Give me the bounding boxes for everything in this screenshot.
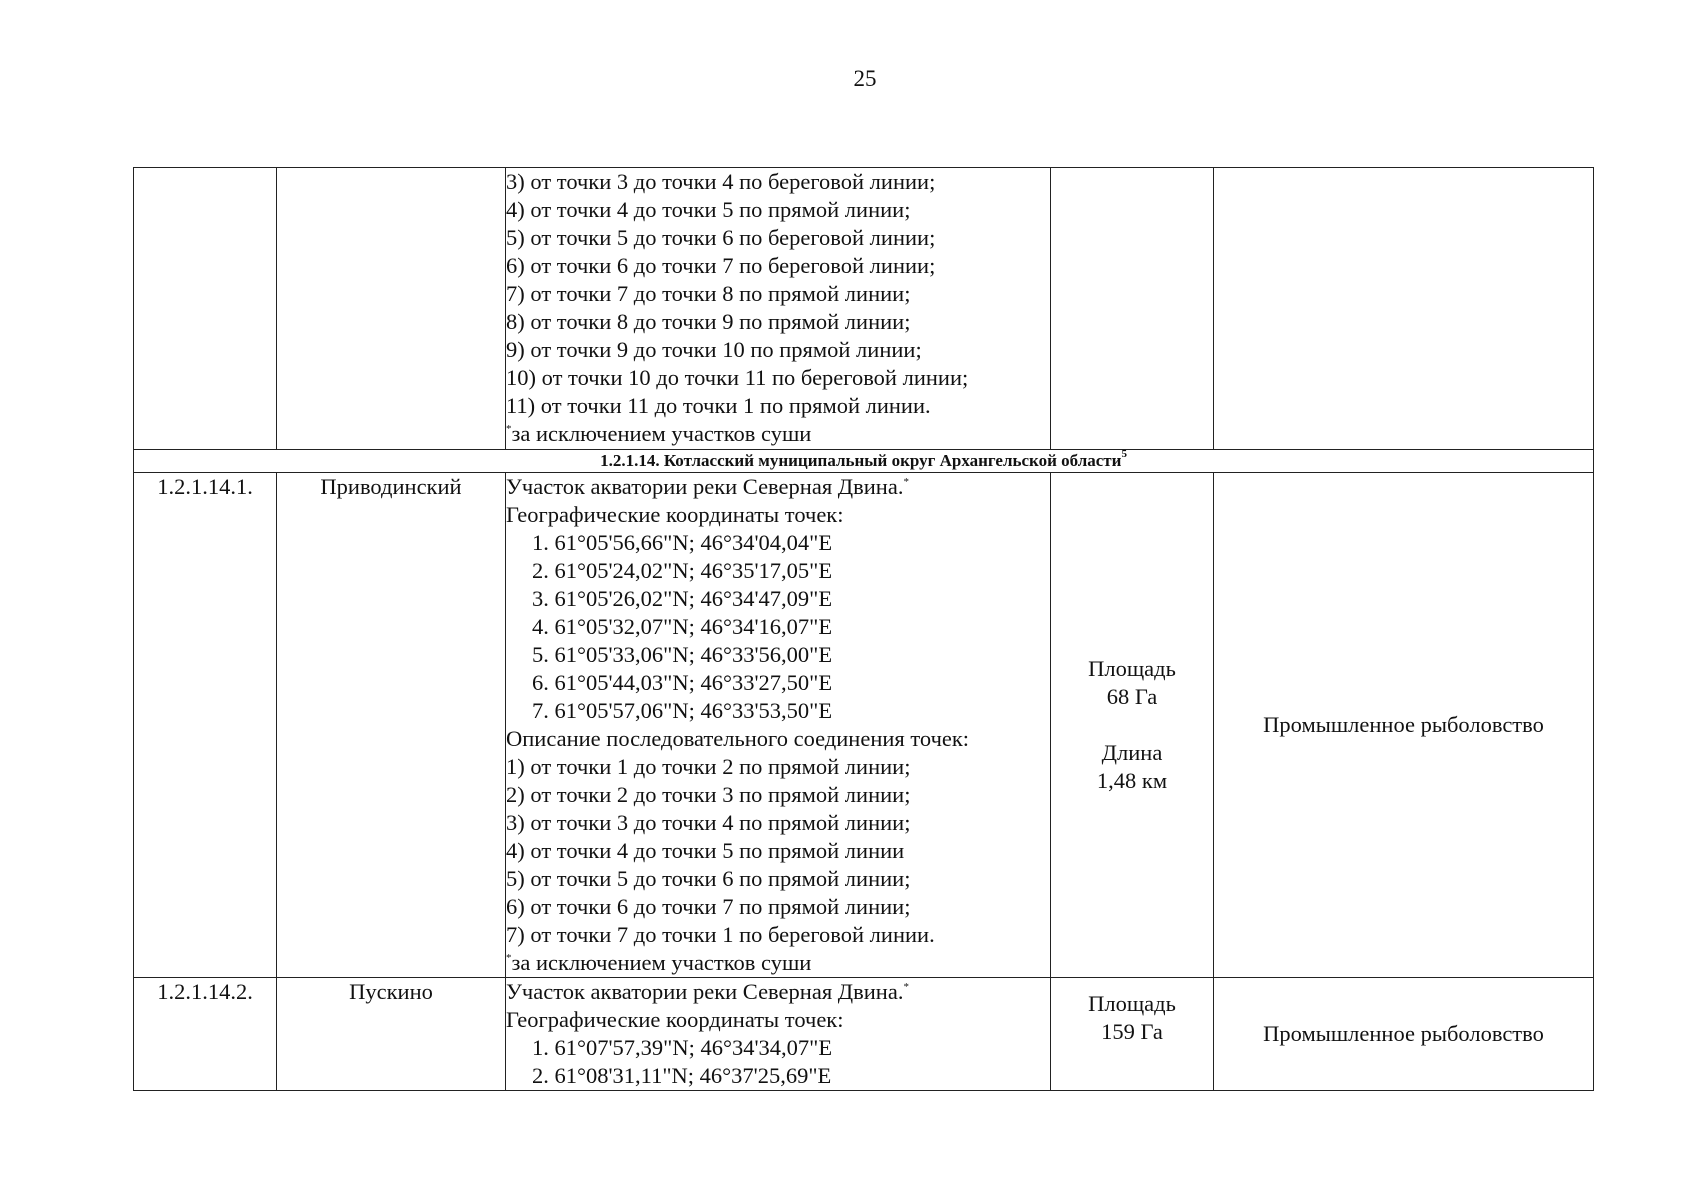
coordinate-item: 2. 61°08'31,11"N; 46°37'25,69"E xyxy=(532,1063,832,1088)
coords-header: Географические координаты точек: xyxy=(506,1007,844,1032)
footnote-mark: * xyxy=(506,952,512,964)
table-row-continued xyxy=(134,168,1594,450)
length-value: 1,48 км xyxy=(1096,768,1168,793)
section-title-text: 1.2.1.14. Котласский муниципальный округ Архангельской области xyxy=(600,451,1122,470)
intro-text: Участок акватории реки Северная Двина. xyxy=(506,979,904,1004)
description-cell xyxy=(506,978,1051,1091)
area-cell xyxy=(1051,978,1214,1091)
footnote-text: за исключением участков суши xyxy=(511,950,812,975)
connection-line: 1) от точки 1 до точки 2 по прямой линии; xyxy=(506,754,911,779)
connection-line: 6) от точки 6 до точки 7 по береговой линии; xyxy=(506,253,936,278)
table-row xyxy=(134,978,1594,1091)
coordinate-item: 1. 61°05'56,66"N; 46°34'04,04"E xyxy=(532,530,833,555)
intro-line xyxy=(506,473,1050,501)
coordinate-item: 1. 61°07'57,39"N; 46°34'34,07"E xyxy=(532,1035,833,1060)
connection-line: 3) от точки 3 до точки 4 по береговой линии; xyxy=(506,169,936,194)
area-value: 159 Га xyxy=(1101,1019,1163,1044)
connection-line: 4) от точки 4 до точки 5 по прямой линии xyxy=(506,838,905,863)
number-cell: 1.2.1.14.2. xyxy=(134,978,277,1091)
coordinate-item: 6. 61°05'44,03"N; 46°33'27,50"E xyxy=(532,670,833,695)
description-cell xyxy=(506,473,1051,978)
footnote-line xyxy=(506,420,1050,448)
connection-line: 5) от точки 5 до точки 6 по береговой линии; xyxy=(506,225,936,250)
name-cell: Приводинский xyxy=(277,473,506,978)
description-cell xyxy=(506,168,1051,450)
section-title xyxy=(134,450,1594,473)
connection-line: 9) от точки 9 до точки 10 по прямой линии; xyxy=(506,337,922,362)
footnote-mark: * xyxy=(506,423,512,435)
use-cell: Промышленное рыболовство xyxy=(1214,473,1594,978)
connection-line: 6) от точки 6 до точки 7 по прямой линии; xyxy=(506,894,911,919)
table-row xyxy=(134,473,1594,978)
intro-mark: * xyxy=(903,476,909,488)
number-cell xyxy=(134,168,277,450)
connection-line: 2) от точки 2 до точки 3 по прямой линии; xyxy=(506,782,911,807)
section-header-row xyxy=(134,450,1594,473)
footnote-line xyxy=(506,949,1050,977)
connection-line: 8) от точки 8 до точки 9 по прямой линии; xyxy=(506,309,911,334)
area-value: 68 Га xyxy=(1106,684,1158,709)
section-footnote-mark: 5 xyxy=(1121,448,1127,460)
length-label: Длина xyxy=(1101,740,1163,765)
connection-line: 7) от точки 7 до точки 1 по береговой линии. xyxy=(506,922,935,947)
intro-text: Участок акватории реки Северная Двина. xyxy=(506,474,904,499)
number-cell: 1.2.1.14.1. xyxy=(134,473,277,978)
page-number: 25 xyxy=(853,66,877,91)
connection-header: Описание последовательного соединения точек: xyxy=(506,726,970,751)
spacer xyxy=(1051,711,1213,739)
area-cell xyxy=(1051,473,1214,978)
coordinate-item: 3. 61°05'26,02"N; 46°34'47,09"E xyxy=(532,586,833,611)
connection-line: 11) от точки 11 до точки 1 по прямой линии. xyxy=(506,393,931,418)
connection-line: 5) от точки 5 до точки 6 по прямой линии; xyxy=(506,866,911,891)
intro-mark: * xyxy=(903,981,909,993)
connection-line: 4) от точки 4 до точки 5 по прямой линии; xyxy=(506,197,911,222)
coordinate-item: 7. 61°05'57,06"N; 46°33'53,50"E xyxy=(532,698,833,723)
area-label: Площадь xyxy=(1088,991,1176,1016)
name-cell: Пускино xyxy=(277,978,506,1091)
fishing-areas-table xyxy=(133,167,1594,1091)
use-cell: Промышленное рыболовство xyxy=(1214,978,1594,1091)
area-cell xyxy=(1051,168,1214,450)
name-cell xyxy=(277,168,506,450)
connection-line: 7) от точки 7 до точки 8 по прямой линии; xyxy=(506,281,911,306)
use-cell xyxy=(1214,168,1594,450)
footnote-text: за исключением участков суши xyxy=(511,421,812,446)
connection-line: 10) от точки 10 до точки 11 по береговой линии; xyxy=(506,365,969,390)
coords-header: Географические координаты точек: xyxy=(506,502,844,527)
coordinate-item: 5. 61°05'33,06"N; 46°33'56,00"E xyxy=(532,642,833,667)
coordinate-item: 2. 61°05'24,02"N; 46°35'17,05"E xyxy=(532,558,833,583)
connection-line: 3) от точки 3 до точки 4 по прямой линии; xyxy=(506,810,911,835)
intro-line xyxy=(506,978,1050,1006)
area-label: Площадь xyxy=(1088,656,1176,681)
coordinate-item: 4. 61°05'32,07"N; 46°34'16,07"E xyxy=(532,614,833,639)
